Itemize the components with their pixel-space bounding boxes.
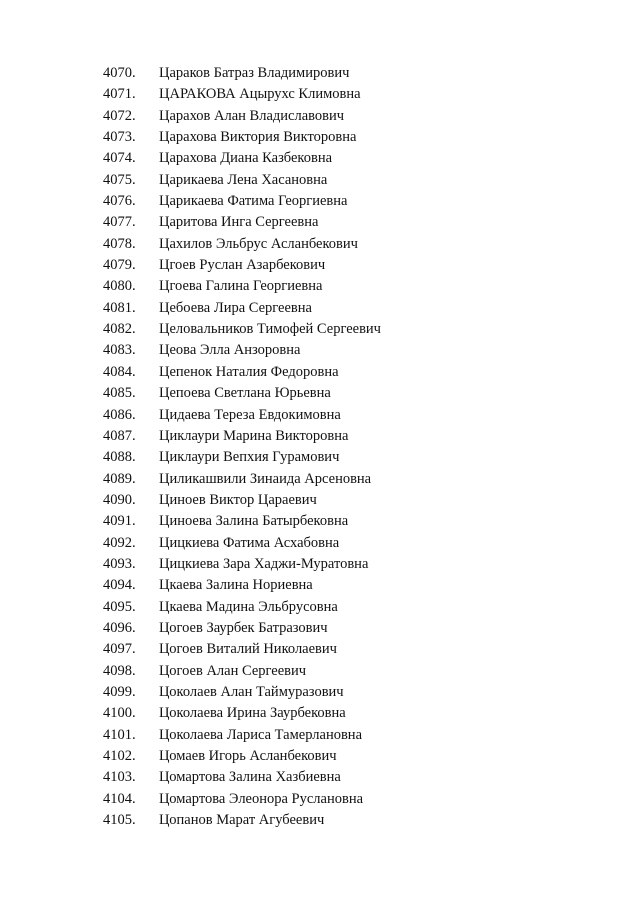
entry-name: Цепенок Наталия Федоровна xyxy=(159,363,339,380)
entry-name: Царахов Алан Владиславович xyxy=(159,107,345,124)
list-item xyxy=(103,148,381,169)
entry-name: Циноев Виктор Цараевич xyxy=(159,491,317,508)
entry-number: 4083. xyxy=(103,342,136,359)
entry-name: Цоколаев Алан Таймуразович xyxy=(159,683,344,700)
entry-number: 4078. xyxy=(103,235,136,252)
entry-number: 4079. xyxy=(103,257,136,274)
entry-name: Цомаев Игорь Асланбекович xyxy=(159,748,337,764)
list-item xyxy=(103,447,381,468)
list-item xyxy=(103,725,381,746)
entry-name: Цоколаева Лариса Тамерлановна xyxy=(159,726,362,743)
list-item xyxy=(103,405,381,426)
entry-name: Цоколаева Ирина Заурбековна xyxy=(159,705,346,722)
list-item xyxy=(103,170,381,191)
list-item xyxy=(103,127,381,148)
list-item xyxy=(103,383,381,404)
entry-number: 4104. xyxy=(103,790,136,807)
list-item xyxy=(103,255,381,276)
entry-name: Цкаева Залина Нориевна xyxy=(159,577,313,594)
list-item xyxy=(103,597,381,618)
entry-name: Царахова Виктория Викторовна xyxy=(159,129,357,146)
entry-number: 4090. xyxy=(103,491,136,508)
entry-number: 4081. xyxy=(103,299,136,316)
entry-name: Цомартова Элеонора Руслановна xyxy=(159,790,364,807)
entry-name: Циликашвили Зинаида Арсеновна xyxy=(159,470,372,487)
list-item xyxy=(103,319,381,340)
entry-number: 4084. xyxy=(103,363,136,380)
entry-number: 4092. xyxy=(103,534,136,551)
list-item xyxy=(103,276,381,297)
entry-number: 4098. xyxy=(103,662,136,679)
entry-name: Цицкиева Зара Хаджи-Муратовна xyxy=(159,555,369,572)
list-item xyxy=(103,746,381,767)
entry-name: Цогоев Виталий Николаевич xyxy=(159,641,337,658)
entry-name: Цебоева Лира Сергеевна xyxy=(159,299,312,316)
list-item xyxy=(103,682,381,703)
entry-number: 4097. xyxy=(103,641,136,658)
entry-number: 4080. xyxy=(103,278,136,295)
entry-number: 4101. xyxy=(103,726,136,743)
list-item xyxy=(103,703,381,724)
entry-name: Целовальников Тимофей Сергеевич xyxy=(159,321,381,338)
numbered-name-list xyxy=(103,63,381,831)
entry-name: Цеова Элла Анзоровна xyxy=(159,342,301,359)
entry-name: Цомартова Залина Хазбиевна xyxy=(159,769,341,786)
list-item xyxy=(103,469,381,490)
entry-name: Цепоева Светлана Юрьевна xyxy=(159,385,331,402)
entry-name: Цгоев Руслан Азарбекович xyxy=(159,257,326,274)
entry-number: 4073. xyxy=(103,129,136,146)
entry-name: Цогоев Заурбек Батразович xyxy=(159,619,328,636)
entry-name: Цогоев Алан Сергеевич xyxy=(159,662,307,679)
entry-number: 4100. xyxy=(103,705,136,722)
entry-name: Царикаева Лена Хасановна xyxy=(159,171,328,188)
entry-number: 4095. xyxy=(103,598,136,615)
list-item xyxy=(103,426,381,447)
entry-name: Цараков Батраз Владимирович xyxy=(159,65,350,81)
list-item xyxy=(103,511,381,532)
list-item xyxy=(103,789,381,810)
list-item xyxy=(103,362,381,383)
list-item xyxy=(103,575,381,596)
entry-number: 4105. xyxy=(103,812,136,829)
list-item xyxy=(103,212,381,233)
list-item xyxy=(103,639,381,660)
list-item xyxy=(103,234,381,255)
entry-number: 4077. xyxy=(103,214,136,231)
entry-number: 4091. xyxy=(103,513,136,530)
entry-number: 4076. xyxy=(103,193,136,210)
list-item xyxy=(103,84,381,105)
list-item xyxy=(103,767,381,788)
entry-name: Цицкиева Фатима Асхабовна xyxy=(159,534,340,551)
entry-number: 4086. xyxy=(103,406,136,423)
list-item xyxy=(103,490,381,511)
entry-name: Цидаева Тереза Евдокимовна xyxy=(159,406,341,423)
entry-name: Цгоева Галина Георгиевна xyxy=(159,278,323,295)
entry-number: 4072. xyxy=(103,107,136,124)
entry-name: Царахова Диана Казбековна xyxy=(159,150,333,167)
list-item xyxy=(103,298,381,319)
entry-number: 4099. xyxy=(103,683,136,700)
entry-number: 4085. xyxy=(103,385,136,402)
entry-number: 4071. xyxy=(103,86,136,103)
list-item xyxy=(103,618,381,639)
entry-number: 4074. xyxy=(103,150,136,167)
entry-name: Цахилов Эльбрус Асланбекович xyxy=(159,235,358,252)
list-item xyxy=(103,554,381,575)
list-item xyxy=(103,661,381,682)
list-item xyxy=(103,106,381,127)
list-item xyxy=(103,533,381,554)
entry-number: 4103. xyxy=(103,769,136,786)
entry-number: 4075. xyxy=(103,171,136,188)
entry-number: 4087. xyxy=(103,427,136,444)
entry-number: 4102. xyxy=(103,748,136,764)
entry-number: 4096. xyxy=(103,619,136,636)
entry-name: Царикаева Фатима Георгиевна xyxy=(159,193,348,210)
entry-name: Цкаева Мадина Эльбрусовна xyxy=(159,598,338,615)
entry-number: 4082. xyxy=(103,321,136,338)
entry-number: 4088. xyxy=(103,449,136,466)
entry-number: 4093. xyxy=(103,555,136,572)
entry-name: Цопанов Марат Агубеевич xyxy=(159,812,325,829)
list-item xyxy=(103,340,381,361)
entry-name: Циноева Залина Батырбековна xyxy=(159,513,349,530)
entry-name: ЦАРАКОВА Ацырухс Климовна xyxy=(159,86,361,103)
list-item xyxy=(103,191,381,212)
list-item xyxy=(103,810,381,831)
entry-number: 4089. xyxy=(103,470,136,487)
entry-number: 4094. xyxy=(103,577,136,594)
entry-name: Циклаури Марина Викторовна xyxy=(159,427,349,444)
entry-number: 4070. xyxy=(103,65,136,81)
entry-name: Циклаури Вепхия Гурамович xyxy=(159,449,340,466)
list-item xyxy=(103,63,381,84)
entry-name: Царитова Инга Сергеевна xyxy=(159,214,319,231)
